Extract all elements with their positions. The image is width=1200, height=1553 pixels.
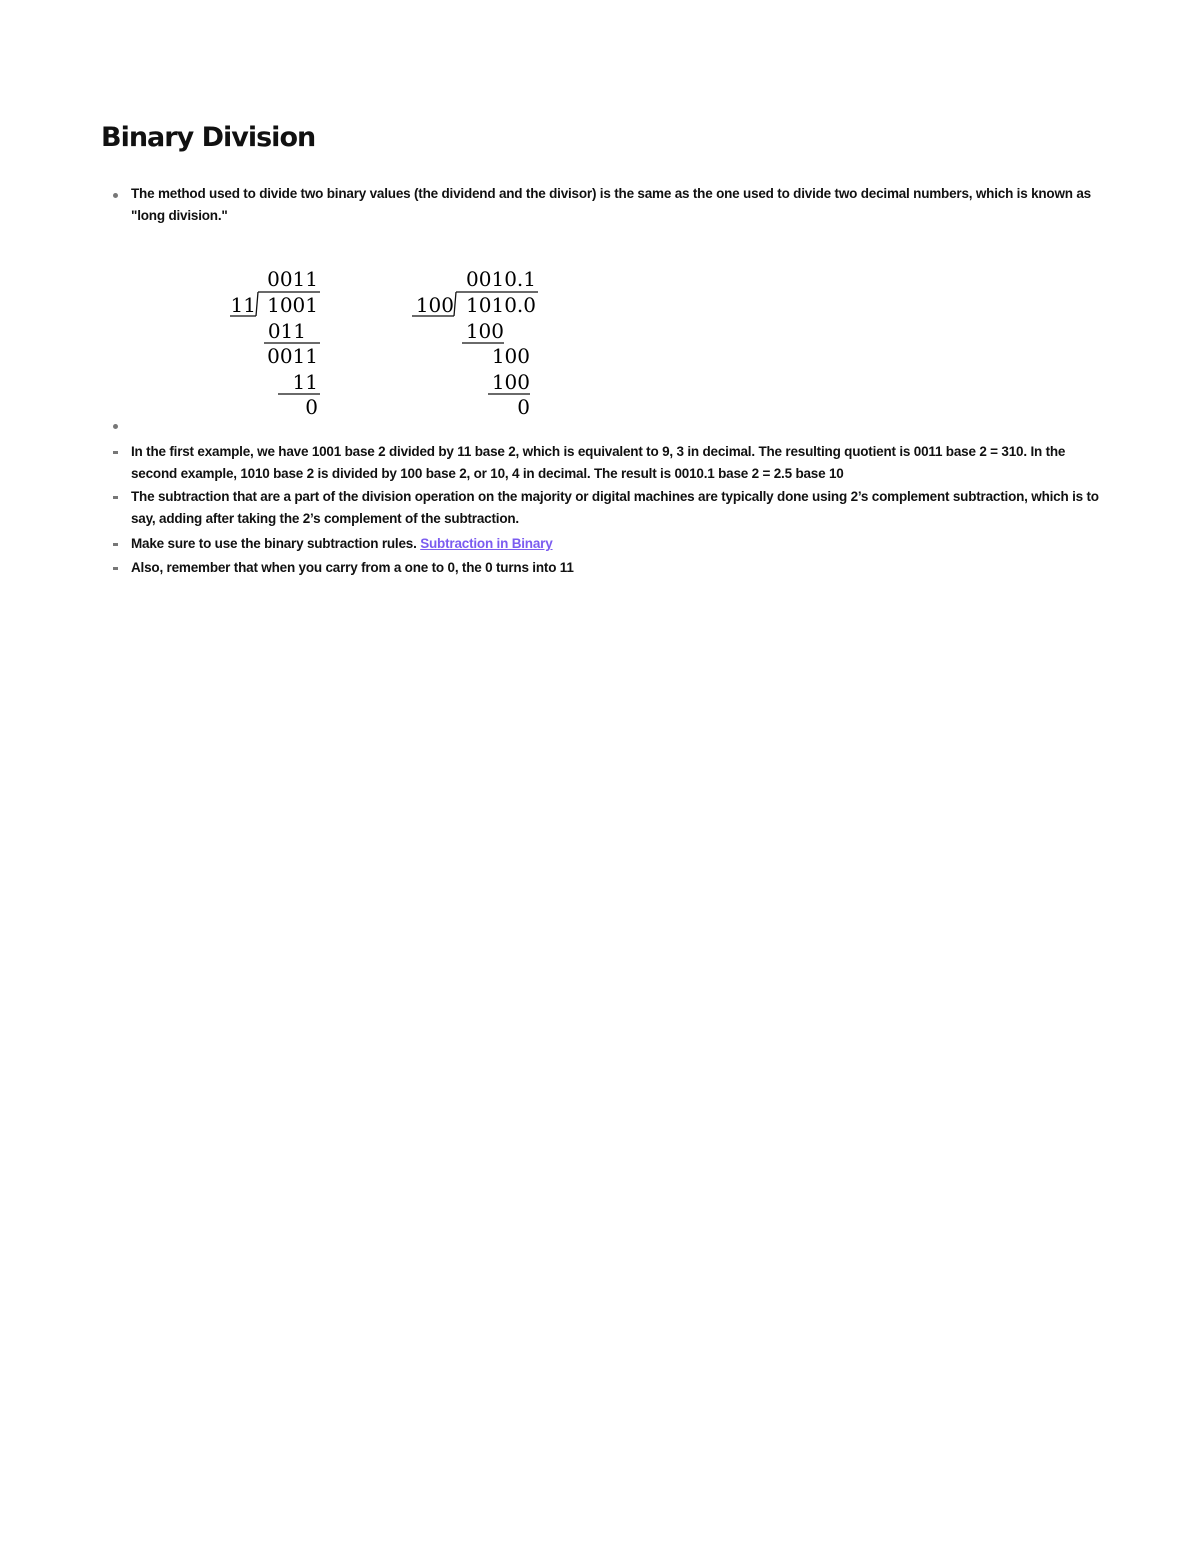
subtraction-in-binary-link[interactable]: Subtraction in Binary <box>420 536 553 551</box>
bullet-square-icon <box>113 543 118 546</box>
bullet-dot-icon <box>113 424 118 429</box>
divisor-2: 100 <box>415 293 454 317</box>
division-figure <box>220 260 550 420</box>
step-1-4: 0 <box>305 395 318 419</box>
division-example-2 <box>412 267 538 419</box>
list-item-text: The method used to divide two binary values (the dividend and the divisor) is the same as the one used to divide two decimal numbers, which is known as "long division." <box>131 186 1091 223</box>
step-1-2: 0011 <box>267 344 318 368</box>
division-diagram <box>220 260 550 420</box>
divisor-1: 11 <box>230 293 256 317</box>
dividend-1: 1001 <box>267 293 318 317</box>
division-example-1 <box>230 267 320 419</box>
bullet-square-icon <box>113 451 118 454</box>
bullet-dot-icon <box>113 193 118 198</box>
quotient-2: 0010.1 <box>466 267 536 291</box>
list-item-text: The subtraction that are a part of the division operation on the majority or digital machines are typically done using 2’s complement subtraction, which is to say, adding after taking the 2’s complement of the subtraction. <box>131 489 1099 526</box>
step-2-1: 100 <box>465 319 504 343</box>
division-bracket-1 <box>256 292 258 316</box>
step-2-4: 0 <box>517 395 530 419</box>
step-1-1: 011 <box>267 319 306 343</box>
list-item-text: Also, remember that when you carry from a one to 0, the 0 turns into 11 <box>131 560 574 575</box>
list-item-text-with-link <box>131 533 1106 555</box>
bullet-square-icon <box>113 567 118 570</box>
division-bracket-2 <box>454 292 456 316</box>
bullet-square-icon <box>113 496 118 499</box>
list-item-text: Make sure to use the binary subtraction rules. <box>131 536 417 551</box>
step-1-3: 11 <box>292 370 318 394</box>
step-2-3: 100 <box>491 370 530 394</box>
page-title: Binary Division <box>101 122 316 153</box>
quotient-1: 0011 <box>267 267 318 291</box>
step-2-2: 100 <box>491 344 530 368</box>
dividend-2: 1010.0 <box>466 293 536 317</box>
list-item-text: In the first example, we have 1001 base 2 divided by 11 base 2, which is equivalent to 9, 3 in decimal. The resulting quotient is 0011 base 2 = 310. In the second example, 1010 base 2 is divided by 100 base 2, or 10, 4 in decimal. The result is 0010.1 base 2 = 2.5 base 10 <box>131 444 1066 481</box>
